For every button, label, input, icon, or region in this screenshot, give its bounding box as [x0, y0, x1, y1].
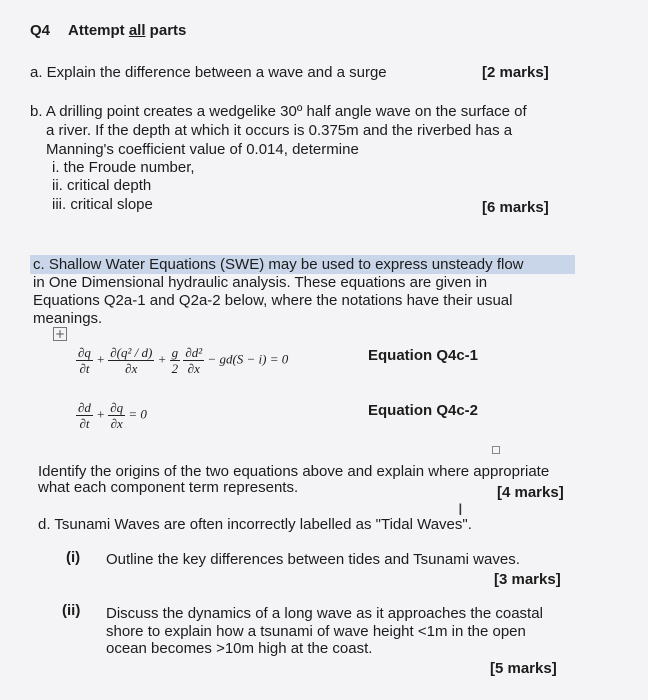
eq1-den-3: 2	[171, 361, 179, 376]
title-suffix: parts	[145, 22, 187, 39]
eq2-tail: = 0	[128, 406, 147, 422]
eq1-frac-2	[108, 345, 154, 376]
part-a-text: a. Explain the difference between a wave and a surge	[30, 64, 387, 81]
part-d-ii-line-3: ocean becomes >10m high at the coast.	[106, 640, 373, 657]
eq1-frac-1	[76, 345, 93, 376]
part-c-identify-line-1: Identify the origins of the two equations above and explain where appropriate	[38, 463, 550, 480]
part-d-i-number: (i)	[66, 549, 81, 566]
part-b-marks: [6 marks]	[482, 199, 549, 216]
part-c-line-3: Equations Q2a-1 and Q2a-2 below, where the notations have their usual	[33, 292, 513, 309]
equation-q4c-2	[76, 400, 147, 431]
eq2-num-1: ∂d	[78, 400, 91, 415]
eq1-den-4: ∂x	[187, 361, 200, 376]
part-d-text: d. Tsunami Waves are often incorrectly labelled as "Tidal Waves".	[38, 516, 472, 533]
question-title	[68, 22, 186, 40]
part-b-item-iii: iii. critical slope	[52, 196, 153, 213]
text-cursor-icon: I	[458, 500, 463, 519]
part-d-ii-number: (ii)	[62, 602, 81, 619]
eq1-num-2: ∂(q² / d)	[110, 345, 153, 360]
part-b-line-3: Manning's coefficient value of 0.014, determine	[46, 141, 359, 158]
eq1-num-3: g	[171, 345, 179, 360]
equation-q4c-1-label: Equation Q4c-1	[368, 347, 479, 364]
part-d-i-text: Outline the key differences between tides and Tsunami waves.	[106, 551, 520, 568]
eq2-den-1: ∂t	[79, 416, 90, 431]
title-all-underlined: all	[128, 22, 146, 39]
part-d-ii-line-1: Discuss the dynamics of a long wave as it approaches the coastal	[106, 605, 543, 622]
part-d-ii-line-2: shore to explain how a tsunami of wave height <1m in the open	[106, 623, 526, 640]
part-c-line-2: in One Dimensional hydraulic analysis. These equations are given in	[33, 274, 488, 291]
eq2-frac-2	[108, 400, 125, 431]
eq1-frac-4	[183, 345, 204, 376]
part-b-item-ii: ii. critical depth	[52, 177, 152, 194]
eq1-den-1: ∂t	[79, 361, 90, 376]
eq1-num-1: ∂q	[78, 345, 91, 360]
part-d-ii-marks: [5 marks]	[490, 660, 557, 677]
equation-q4c-1	[76, 345, 288, 376]
eq2-num-2: ∂q	[110, 400, 124, 415]
part-d-i-marks: [3 marks]	[494, 571, 561, 588]
question-number: Q4	[30, 22, 51, 39]
equation-q4c-2-label: Equation Q4c-2	[368, 402, 479, 419]
eq1-num-4: ∂d²	[185, 345, 203, 360]
eq1-op-2: +	[157, 351, 167, 367]
part-c-marks: [4 marks]	[497, 484, 564, 501]
title-prefix: Attempt	[68, 22, 129, 39]
eq2-op-1: +	[96, 406, 105, 422]
part-b-item-i: i. the Froude number,	[52, 159, 195, 176]
part-a-marks: [2 marks]	[482, 64, 549, 81]
part-c-line-1: c. Shallow Water Equations (SWE) may be used to express unsteady flow	[33, 256, 524, 273]
eq1-op-1: +	[96, 351, 105, 367]
eq1-frac-3	[170, 345, 181, 376]
eq2-den-2: ∂x	[110, 416, 123, 431]
part-b-line-1: b. A drilling point creates a wedgelike 30º half angle wave on the surface of	[30, 103, 527, 120]
add-icon[interactable]: +	[54, 327, 66, 341]
part-c-line-4: meanings.	[33, 310, 103, 327]
part-c-identify-line-2: what each component term represents.	[38, 479, 299, 496]
eq2-frac-1	[76, 400, 93, 431]
small-square-icon	[492, 446, 500, 454]
eq1-den-2: ∂x	[125, 361, 138, 376]
part-b-line-2: a river. If the depth at which it occurs is 0.375m and the riverbed has a	[46, 122, 513, 139]
eq1-tail: − gd(S − i) = 0	[207, 351, 289, 367]
